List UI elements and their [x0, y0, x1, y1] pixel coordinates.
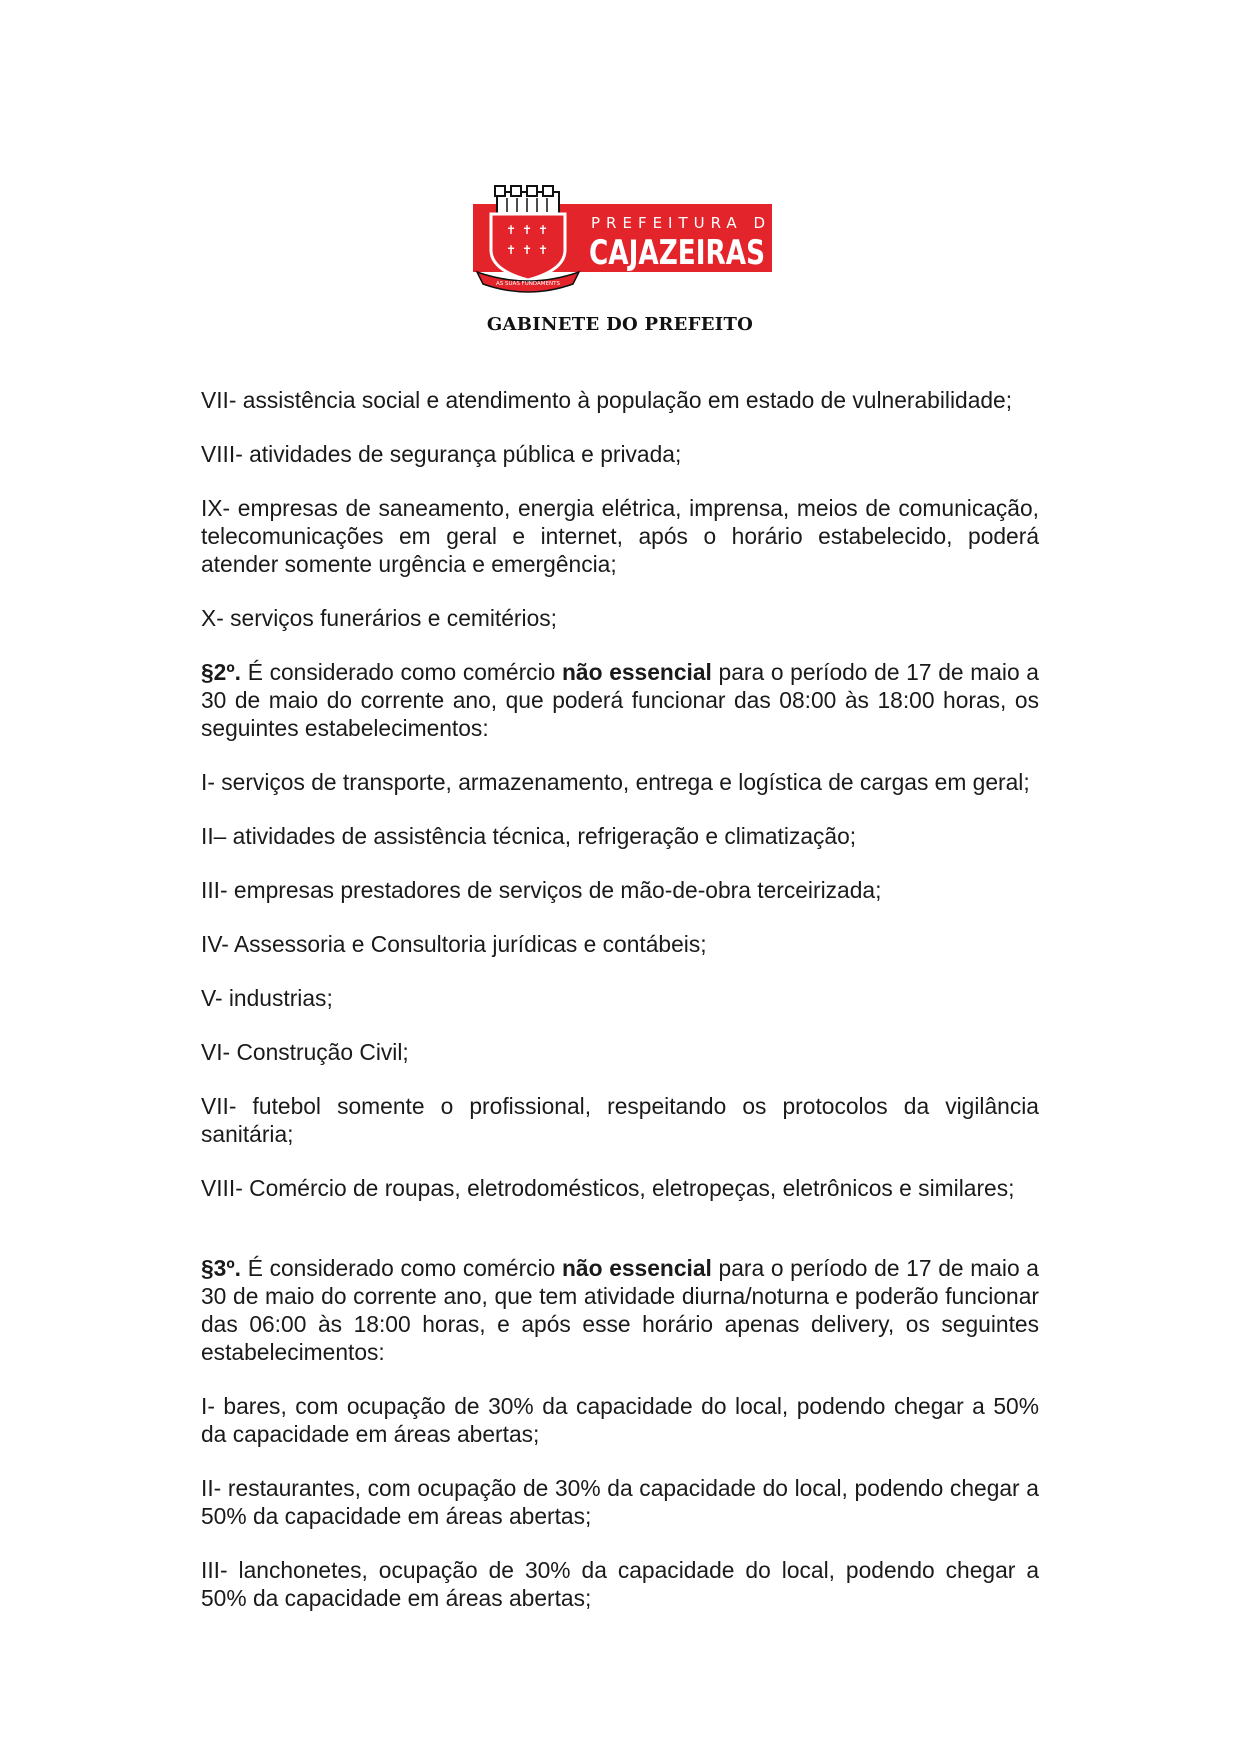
svg-text:✝: ✝ — [506, 243, 517, 257]
logo-line1: PREFEITURA DE — [591, 214, 787, 232]
logo-motto: AS SUAS FUNDAMENTS — [496, 281, 560, 287]
item-v-b: V- industrias; — [201, 985, 333, 1011]
office-heading: GABINETE DO PREFEITO — [486, 314, 754, 335]
item-i-c: I- bares, com ocupação de 30% da capacidade do local, podendo chegar a 50% da capacidade em áreas abertas; — [201, 1393, 1039, 1447]
item-ii-b: II– atividades de assistência técnica, refrigeração e climatização; — [201, 823, 857, 849]
item-vii-b: VII- futebol somente o profissional, respeitando os protocolos da vigilância sanitária; — [201, 1093, 1039, 1147]
item-viii-a: VIII- atividades de segurança pública e privada; — [201, 441, 682, 467]
spacer — [201, 1228, 1039, 1254]
prefeitura-logo — [473, 186, 787, 296]
item-ii-c: II- restaurantes, com ocupação de 30% da capacidade do local, podendo chegar a 50% da capacidade em áreas abertas; — [201, 1475, 1039, 1529]
document-body — [201, 386, 1039, 1638]
item-viii-b: VIII- Comércio de roupas, eletrodomésticos, eletropeças, eletrônicos e similares; — [201, 1175, 1015, 1201]
paragraph-3: §3º. É considerado como comércio não essencial para o período de 17 de maio a 30 de maio do corrente ano, que tem atividade diurna/noturna e poderão funcionar das 06:00 às 18:00 horas, e após esse horário apenas delivery, os seguintes estabelecimentos: — [201, 1255, 1039, 1365]
item-iii-c: III- lanchonetes, ocupação de 30% da capacidade do local, podendo chegar a 50% da capacidade em áreas abertas; — [201, 1557, 1039, 1611]
svg-text:✝: ✝ — [506, 223, 517, 237]
paragraph-2-label: §2º. — [201, 659, 242, 685]
svg-text:✝: ✝ — [538, 223, 549, 237]
item-ix-a: IX- empresas de saneamento, energia elétrica, imprensa, meios de comunicação, telecomunicações em geral e internet, após o horário estabelecido, poderá atender somente urgência e emergência; — [201, 495, 1039, 577]
logo-line2: CAJAZEIRAS — [589, 233, 765, 273]
item-iv-b: IV- Assessoria e Consultoria jurídicas e contábeis; — [201, 931, 707, 957]
paragraph-2-bold: não essencial — [562, 659, 712, 685]
item-vii-a: VII- assistência social e atendimento à população em estado de vulnerabilidade; — [201, 387, 1013, 413]
paragraph-3-label: §3º. — [201, 1255, 242, 1281]
svg-text:✝: ✝ — [522, 223, 533, 237]
item-iii-b: III- empresas prestadores de serviços de mão-de-obra terceirizada; — [201, 877, 882, 903]
item-vi-b: VI- Construção Civil; — [201, 1039, 409, 1065]
svg-text:✝: ✝ — [538, 243, 549, 257]
paragraph-3-bold: não essencial — [562, 1255, 712, 1281]
item-x-a: X- serviços funerários e cemitérios; — [201, 605, 558, 631]
svg-text:✝: ✝ — [522, 243, 533, 257]
paragraph-2: §2º. É considerado como comércio não essencial para o período de 17 de maio a 30 de maio do corrente ano, que poderá funcionar das 08:00 às 18:00 horas, os seguintes estabelecimentos: — [201, 659, 1039, 741]
item-i-b: I- serviços de transporte, armazenamento, entrega e logística de cargas em geral; — [201, 769, 1030, 795]
